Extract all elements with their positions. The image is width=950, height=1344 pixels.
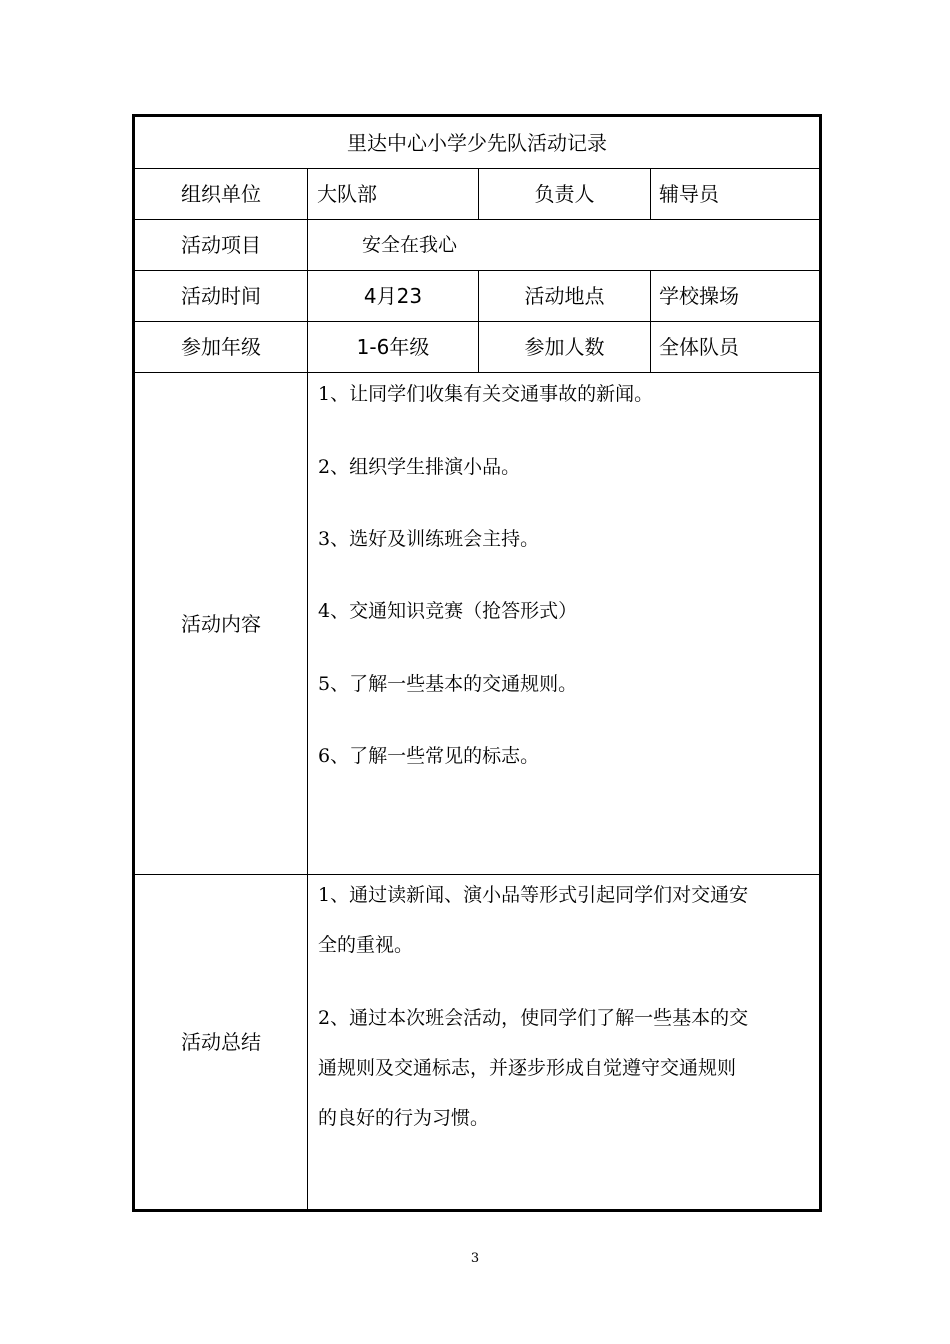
- content-item: 2、组织学生排演小品。: [318, 456, 521, 478]
- column-divider: [650, 270, 651, 372]
- summary-line: 全的重视。: [318, 934, 414, 956]
- count-value: 全体队员: [659, 335, 739, 359]
- content-item: 6、了解一些常见的标志。: [318, 745, 540, 767]
- org-label: 组织单位: [181, 182, 261, 206]
- summary-line: 通规则及交通标志，并逐步形成自觉遵守交通规则: [318, 1057, 737, 1079]
- activity-record-table: [132, 114, 822, 1212]
- summary-label: 活动总结: [181, 1030, 261, 1054]
- leader-value: 辅导员: [659, 182, 719, 206]
- summary-line: 的良好的行为习惯。: [318, 1107, 490, 1129]
- column-divider: [650, 168, 651, 219]
- grade-label: 参加年级: [181, 335, 261, 359]
- org-value: 大队部: [317, 182, 377, 206]
- record-title: 里达中心小学少先队活动记录: [347, 130, 607, 155]
- summary-line: 1、通过读新闻、演小品等形式引起同学们对交通安: [318, 884, 749, 906]
- page-number: 3: [470, 1251, 480, 1266]
- time-label: 活动时间: [181, 284, 261, 308]
- content-item: 5、了解一些基本的交通规则。: [318, 673, 578, 695]
- grade-value: 1-6年级: [356, 335, 430, 359]
- project-value: 安全在我心: [362, 233, 458, 256]
- summary-line: 2、通过本次班会活动，使同学们了解一些基本的交: [318, 1007, 749, 1029]
- content-item: 3、选好及训练班会主持。: [318, 528, 540, 550]
- leader-label: 负责人: [534, 182, 595, 206]
- project-label: 活动项目: [181, 233, 261, 257]
- content-item: 1、让同学们收集有关交通事故的新闻。: [318, 383, 654, 405]
- place-label: 活动地点: [524, 284, 605, 308]
- content-label: 活动内容: [181, 611, 261, 636]
- content-item: 4、交通知识竞赛（抢答形式）: [318, 600, 578, 622]
- time-value: 4月23: [363, 284, 423, 308]
- count-label: 参加人数: [524, 335, 605, 359]
- place-value: 学校操场: [659, 284, 739, 308]
